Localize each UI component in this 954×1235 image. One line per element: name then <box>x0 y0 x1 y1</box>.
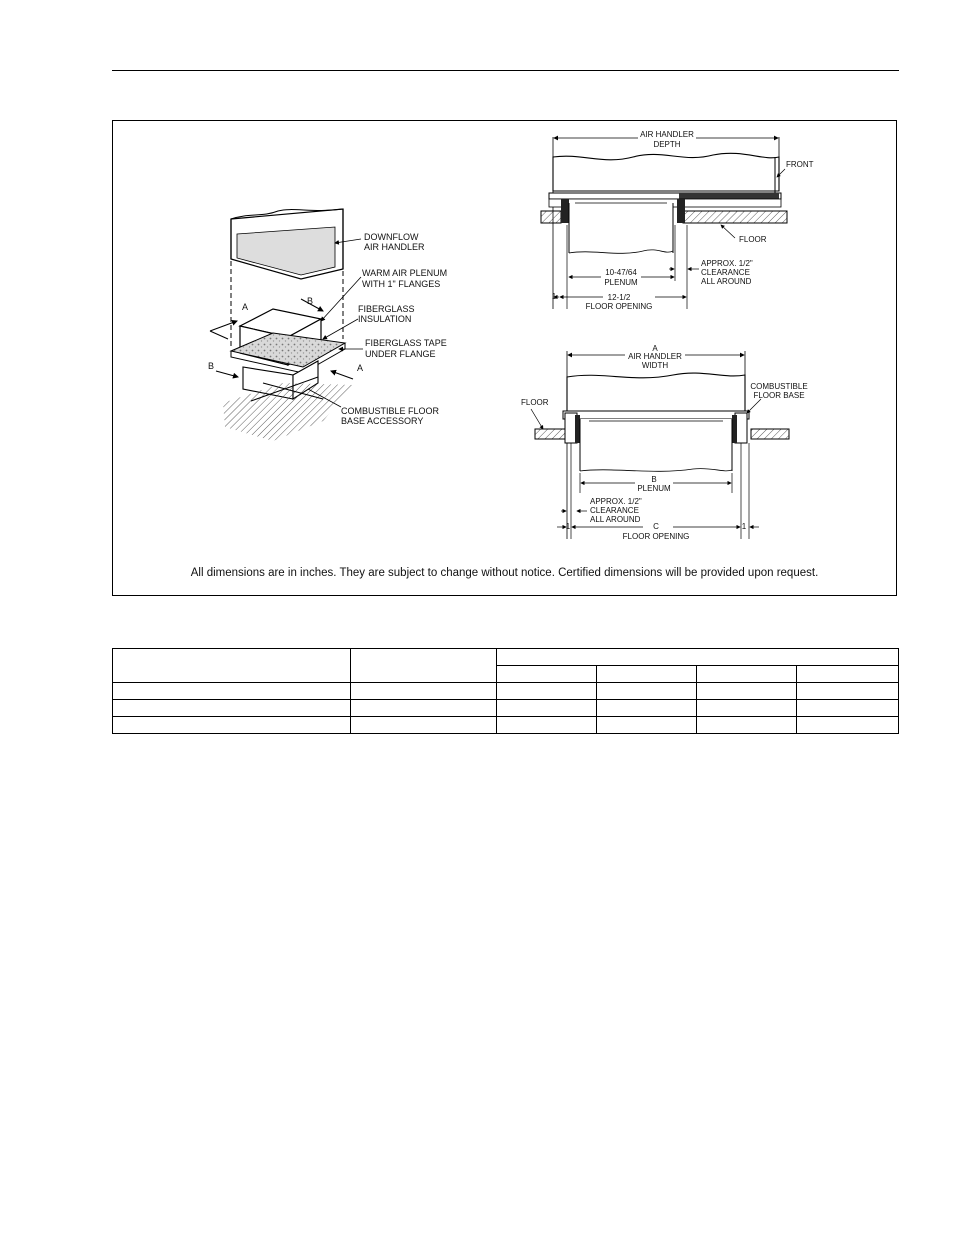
table-header-cell <box>496 666 597 683</box>
header-rule <box>112 70 899 71</box>
table-row <box>113 717 899 734</box>
table-header-cell <box>597 666 697 683</box>
table-header-row <box>113 649 899 666</box>
callout-fiberglass-tape-1: FIBERGLASS TAPE <box>365 338 447 348</box>
dimensions-note: All dimensions are in inches. They are subject to change without notice. Certified dimensions will be provided upon request. <box>190 567 819 579</box>
air-handler-width-label-1: AIR HANDLER <box>628 352 682 361</box>
bottom-clearance-2: CLEARANCE <box>590 506 639 515</box>
table-header-cell <box>697 666 797 683</box>
callout-warm-air-plenum-1: WARM AIR PLENUM <box>362 268 448 278</box>
table-cell <box>797 717 899 734</box>
table-cell <box>113 700 351 717</box>
callout-fiberglass-tape-2: UNDER FLANGE <box>365 349 436 359</box>
table-header-cell <box>496 649 899 666</box>
callout-fiberglass-insulation-1: FIBERGLASS <box>358 304 415 314</box>
callout-downflow-air-handler-2: AIR HANDLER <box>364 242 425 252</box>
table-cell <box>350 700 496 717</box>
table-cell <box>350 683 496 700</box>
installation-diagram <box>113 121 898 597</box>
table-row <box>113 700 899 717</box>
table-header-cell <box>797 666 899 683</box>
bottom-floor-label: FLOOR <box>521 398 549 407</box>
combustible-floor-base-label-1: COMBUSTIBLE <box>750 382 808 391</box>
top-plenum-dimension: 10-47/64 <box>605 268 637 277</box>
table-cell <box>113 683 351 700</box>
section-label-a-bottom: A <box>357 363 364 373</box>
table-cell <box>496 717 597 734</box>
bottom-offset-right: 1 <box>741 522 747 531</box>
top-floor-opening-label: FLOOR OPENING <box>585 302 653 311</box>
top-floor-opening-dimension: 12-1/2 <box>607 293 631 302</box>
bottom-clearance-3: ALL AROUND <box>590 515 641 524</box>
section-label-b-bottom: B <box>208 361 215 371</box>
top-clearance-1: APPROX. 1/2" <box>701 259 753 268</box>
callout-warm-air-plenum-2: WITH 1" FLANGES <box>362 279 441 289</box>
table-cell <box>496 700 597 717</box>
top-plenum-label: PLENUM <box>604 278 638 287</box>
table-cell <box>797 683 899 700</box>
table-cell <box>350 717 496 734</box>
top-offset-label: 1 <box>551 292 557 301</box>
table-header-cell <box>113 649 351 683</box>
table-cell <box>697 700 797 717</box>
air-handler-depth-label-1: AIR HANDLER <box>640 130 694 139</box>
table-cell <box>597 700 697 717</box>
bottom-floor-opening-label: FLOOR OPENING <box>622 532 690 541</box>
top-floor-label: FLOOR <box>739 235 767 244</box>
callout-downflow-air-handler-1: DOWNFLOW <box>364 232 419 242</box>
table-cell <box>697 683 797 700</box>
width-section-view <box>521 344 808 541</box>
table-cell <box>597 683 697 700</box>
bottom-clearance-1: APPROX. 1/2" <box>590 497 642 506</box>
bottom-offset-left: 1 <box>565 522 571 531</box>
callout-floor-base-accessory-2: BASE ACCESSORY <box>341 416 424 426</box>
dimensions-table <box>112 648 899 734</box>
table-row <box>113 683 899 700</box>
air-handler-width-dim: A <box>652 344 658 353</box>
table-cell <box>597 717 697 734</box>
combustible-floor-base-label-2: FLOOR BASE <box>753 391 805 400</box>
bottom-floor-opening-dim: C <box>653 522 659 531</box>
callout-floor-base-accessory-1: COMBUSTIBLE FLOOR <box>341 406 440 416</box>
air-handler-width-label-2: WIDTH <box>641 361 669 370</box>
front-label: FRONT <box>786 160 814 169</box>
bottom-plenum-label: PLENUM <box>637 484 671 493</box>
table-cell <box>697 717 797 734</box>
section-label-b-top: B <box>307 296 314 306</box>
bottom-plenum-dim: B <box>651 475 657 484</box>
table-cell <box>113 717 351 734</box>
air-handler-depth-label-2: DEPTH <box>653 140 681 149</box>
floor-base-figure <box>112 120 897 596</box>
top-clearance-3: ALL AROUND <box>701 277 752 286</box>
table-cell <box>496 683 597 700</box>
table-cell <box>797 700 899 717</box>
callout-fiberglass-insulation-2: INSULATION <box>358 314 412 324</box>
table-header-cell <box>350 649 496 683</box>
top-clearance-2: CLEARANCE <box>701 268 750 277</box>
isometric-view <box>208 209 447 441</box>
depth-section-view <box>541 130 814 311</box>
section-label-a-top: A <box>242 302 249 312</box>
